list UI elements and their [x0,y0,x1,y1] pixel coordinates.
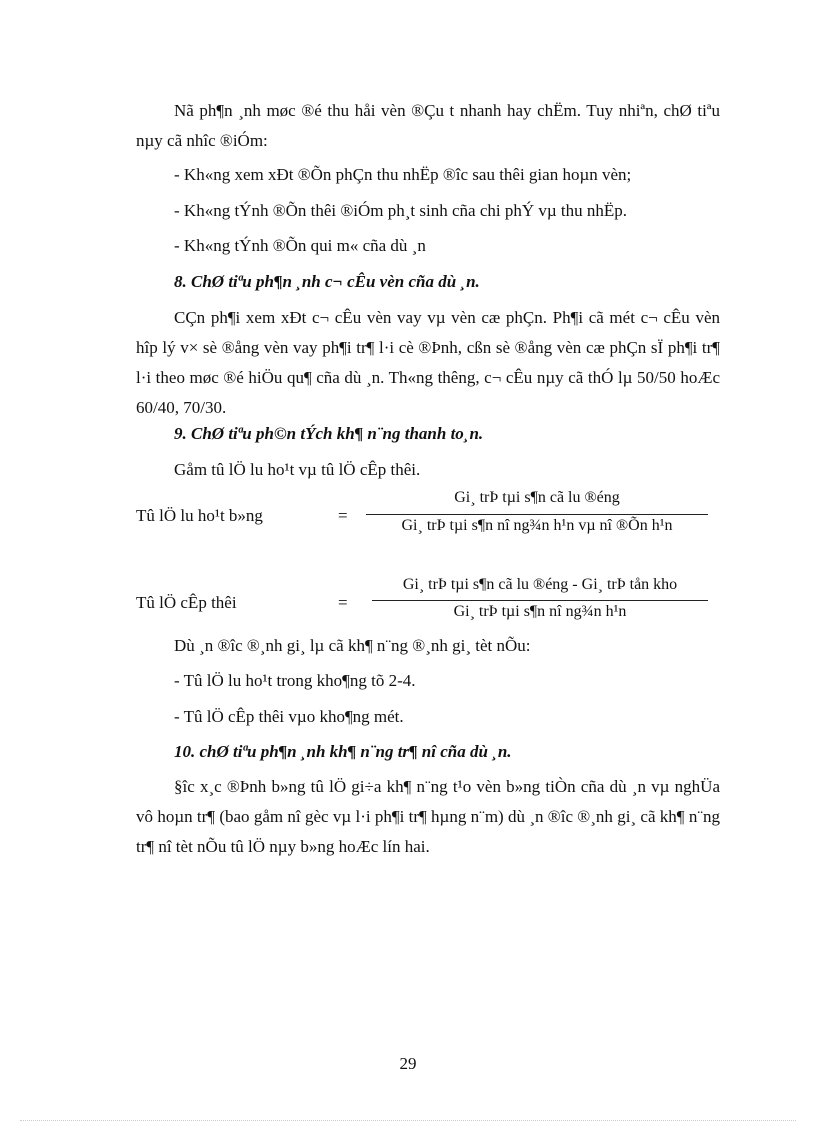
section-10-paragraph: §îc x¸c ®Þnh b»ng tû lÖ gi÷a kh¶ n¨ng t¹o vèn b»ng tiÒn cña dù ¸n vµ nghÜa vô hoµn tr¶ (bao gåm nî gèc vµ l·i ph¶i tr¶ hµng n¨m) dù ¸n ®îc ®¸nh gi¸ cã kh¶ n¨ng tr¶ nî tèt nÕu tû lÖ nµy b»ng hoÆc lín hai. [136,777,720,856]
formula-1-denominator: Gi¸ trÞ tµi s¶n nî ng¾n h¹n vµ nî ®Õn h¹n [401,517,673,534]
formula-1-fraction-bar [366,514,708,515]
section-10-heading: 10. chØ tiªu ph¶n ¸nh kh¶ n¨ng tr¶ nî cña dù ¸n. [174,742,512,761]
section-9-bullet-2: - Tû lÖ cÊp thêi vµo kho¶ng mét. [174,707,404,726]
formula-2-numerator: Gi¸ trÞ tµi s¶n cã lu ®éng - Gi¸ trÞ tån kho [402,576,678,593]
page-number: 29 [399,1054,417,1073]
formula-2-denominator: Gi¸ trÞ tµi s¶n nî ng¾n h¹n [453,603,627,620]
section-8-heading: 8. ChØ tiªu ph¶n ¸nh c¬ cÊu vèn cña dù ¸n. [174,272,480,291]
section-9-bullet-1: - Tû lÖ lu ho¹t trong kho¶ng tõ 2-4. [174,671,416,690]
section-9-condition: Dù ¸n ®îc ®¸nh gi¸ lµ cã kh¶ n¨ng ®¸nh gi¸ tèt nÕu: [174,636,531,655]
section-9-intro: Gåm tû lÖ lu ho¹t vµ tû lÖ cÊp thêi. [174,460,421,479]
intro-paragraph: Nã ph¶n ¸nh møc ®é thu håi vèn ®Çu t nhanh hay chËm. Tuy nhiªn, chØ tiªu nµy cã nhîc ®iÓm: [136,101,720,150]
footer-divider [20,1120,796,1121]
formula-2-fraction-bar [372,600,708,601]
intro-bullet-1: - Kh«ng xem xÐt ®Õn phÇn thu nhËp ®îc sau thêi gian hoµn vèn; [174,165,632,184]
intro-bullet-2: - Kh«ng tÝnh ®Õn thêi ®iÓm ph¸t sinh cña chi phÝ vµ thu nhËp. [174,201,628,220]
section-8-paragraph: CÇn ph¶i xem xÐt c¬ cÊu vèn vay vµ vèn cæ phÇn. Ph¶i cã mét c¬ cÊu vèn hîp lý v× sè ®ång vèn vay ph¶i tr¶ l·i cè ®Þnh, cßn sè ®ång vèn cæ phÇn sÏ ph¶i tr¶ l·i theo møc ®é hiÖu qu¶ cña dù ¸n. Th«ng thêng, c¬ cÊu nµy cã thÓ lµ 50/50 hoÆc 60/40, 70/30. [136,308,720,417]
formula-1-equals: = [338,506,348,525]
formula-1-label: Tû lÖ lu ho¹t b»ng [136,506,263,525]
formula-1-numerator: Gi¸ trÞ tµi s¶n cã lu ®éng [454,489,620,506]
formula-2-equals: = [338,593,348,612]
intro-bullet-3: - Kh«ng tÝnh ®Õn qui m« cña dù ¸n [174,236,426,255]
section-9-heading: 9. ChØ tiªu ph©n tÝch kh¶ n¨ng thanh to¸n. [174,424,484,443]
formula-2-label: Tû lÖ cÊp thêi [136,593,237,612]
